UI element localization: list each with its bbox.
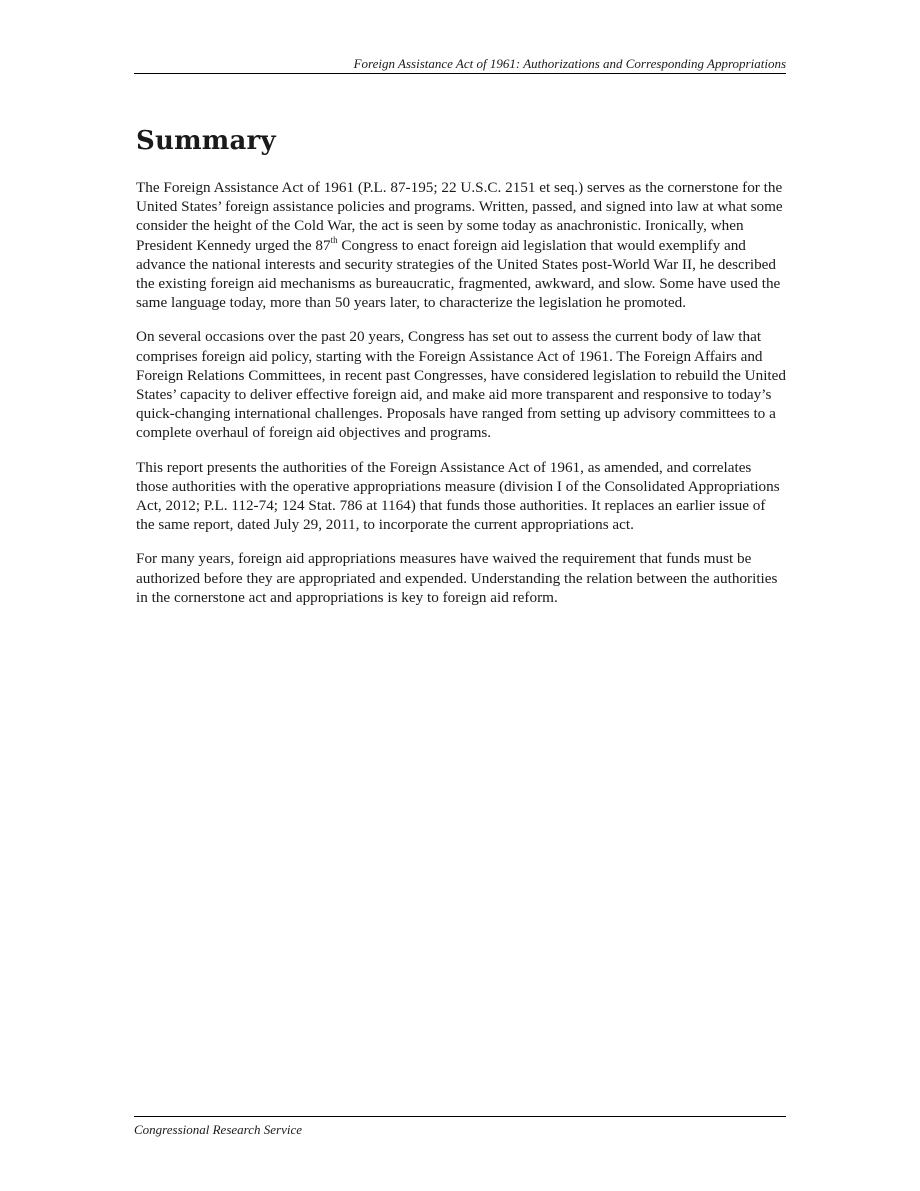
main-content bbox=[136, 124, 786, 622]
running-header: Foreign Assistance Act of 1961: Authorizations and Corresponding Appropriations bbox=[134, 56, 786, 74]
paragraph-1-text-start: The Foreign Assistance Act of 1961 (P.L. 87-195; 22 U.S.C. 2151 et seq.) serves as the cornerstone for the United States’ foreign assistance policies and programs. Written, passed, and signed into law at what some consider the height of the Cold War, the act is seen by some today as anachronistic. Ironically, when President Kennedy urged the 87 bbox=[136, 179, 783, 254]
paragraph-4: For many years, foreign aid appropriations measures have waived the requirement that funds must be authorized before they are appropriated and expended. Understanding the relation between the authorities in the cornerstone act and appropriations is key to foreign aid reform. bbox=[136, 550, 778, 606]
paragraph-1 bbox=[136, 178, 786, 312]
paragraph-1-text-end: Congress to enact foreign aid legislation that would exemplify and advance the national interests and security strategies of the United States post-World War II, he described the existing foreign aid mechanisms as bureaucratic, fragmented, awkward, and slow. Some have used the same language today, more than 50 years later, to characterize the legislation he promoted. bbox=[136, 236, 781, 312]
running-footer: Congressional Research Service bbox=[134, 1116, 786, 1138]
section-heading: Summary bbox=[136, 126, 276, 156]
paragraph-2: On several occasions over the past 20 years, Congress has set out to assess the current body of law that comprises foreign aid policy, starting with the Foreign Assistance Act of 1961. The Foreign Affairs and Foreign Relations Committees, in recent past Congresses, have considered legislation to rebuild the United States’ capacity to deliver effective foreign aid, and make aid more transparent and responsive to today’s quick-changing international challenges. Proposals have ranged from setting up advisory committees to a complete overhaul of foreign aid objectives and programs. bbox=[136, 328, 786, 442]
ordinal-superscript: th bbox=[330, 234, 338, 245]
paragraph-3: This report presents the authorities of the Foreign Assistance Act of 1961, as amended, and correlates those authorities with the operative appropriations measure (division I of the Consolidated Appropriations Act, 2012; P.L. 112-74; 124 Stat. 786 at 1164) that funds those authorities. It replaces an earlier issue of the same report, dated July 29, 2011, to incorporate the current appropriations act. bbox=[136, 458, 780, 534]
